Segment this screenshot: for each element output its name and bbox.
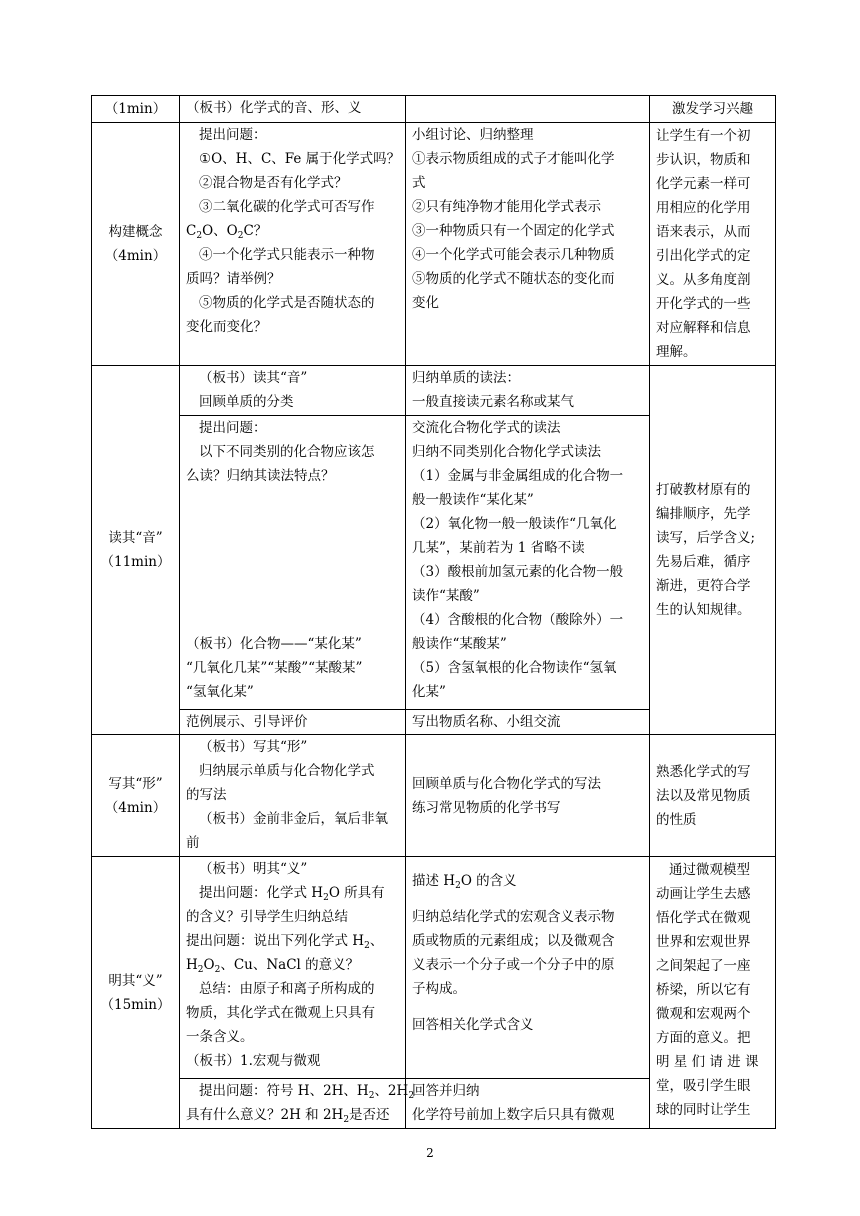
formula-text: 提出问题：化学式 H	[199, 885, 324, 901]
intent-line: 化学元素一样可	[656, 176, 751, 192]
spacer	[412, 857, 643, 869]
intent-line: 对应解释和信息	[656, 320, 751, 336]
formula-subscript: 2	[343, 1115, 350, 1125]
intent-line: 方面的意义。把	[656, 1030, 751, 1046]
teacher-line: ⑤物质的化学式是否随状态的	[199, 295, 375, 311]
student-line: 式	[412, 175, 426, 191]
teacher-line: “几氧化几某”“某酸”“某酸某”	[186, 660, 363, 676]
teacher-line: 质吗？请举例？	[186, 271, 281, 287]
teacher-line: 回顾单质的分类	[199, 394, 294, 410]
student-line: （3）酸根前加氢元素的化合物一般	[412, 564, 624, 580]
student-cell	[406, 1079, 650, 1129]
intent-line: 球的同时让学生	[656, 1102, 751, 1118]
formula-text: O 的含义	[460, 873, 517, 889]
formula-subscript: 2	[368, 1091, 375, 1101]
intent-line: 桥梁，所以它有	[656, 982, 751, 998]
teacher-cell	[180, 735, 406, 857]
teacher-cell	[180, 96, 406, 123]
formula-text: O	[203, 957, 215, 973]
teacher-line: 么读？归纳其读法特点？	[186, 468, 335, 484]
student-line: 般读作“某酸某”	[412, 636, 507, 652]
teacher-line	[186, 953, 399, 977]
student-line: 子构成。	[412, 981, 466, 997]
teacher-line: （板书）化合物——“某化某”	[186, 636, 362, 652]
page-number: 2	[426, 1146, 434, 1160]
teacher-line: 一条含义。	[186, 1029, 254, 1045]
teacher-line: （板书）金前非金后，氧后非氧	[199, 811, 388, 827]
table-row-write	[92, 735, 776, 857]
teacher-line: （板书）写其“形”	[199, 739, 308, 755]
student-line: 回顾单质与化合物化学式的写法	[412, 775, 601, 792]
formula-text: H	[186, 957, 198, 973]
teacher-line: 归纳展示单质与化合物化学式	[199, 763, 375, 779]
student-line: （4）含酸根的化合物（酸除外）一	[412, 612, 624, 628]
formula-subscript: 2	[214, 965, 221, 975]
teacher-line	[186, 1103, 399, 1127]
table-row-read-a	[92, 366, 776, 416]
lesson-plan-table	[91, 95, 776, 1129]
student-line: 归纳单质的读法：	[412, 370, 520, 386]
student-line: 练习常见物质的化学书写	[412, 799, 561, 816]
student-line: ②只有纯净物才能用化学式表示	[412, 199, 601, 215]
teacher-line: 的写法	[186, 787, 227, 803]
stage-time: （4min）	[104, 799, 167, 816]
table-row-meaning-a	[92, 857, 776, 1079]
intent-line: 编排顺序，先学	[656, 506, 751, 522]
intent-line: 开化学式的一些	[656, 296, 751, 312]
teacher-cell	[180, 416, 406, 710]
spacer	[412, 1001, 643, 1013]
student-line: 归纳不同类别化合物化学式读法	[412, 444, 601, 460]
intent-line: 先易后难，循序	[656, 554, 751, 570]
teacher-line	[186, 1079, 415, 1103]
teacher-line: ③二氧化碳的化学式可否写作	[199, 199, 375, 215]
intent-line: 堂，吸引学生眼	[656, 1078, 751, 1094]
spacer	[186, 488, 399, 632]
intent-line: 读写，后学含义;	[656, 530, 756, 546]
formula-text: O、O	[202, 223, 238, 239]
intent-line: 之间架起了一座	[656, 958, 751, 974]
intent-line: 通过微观模型	[669, 862, 750, 878]
student-cell	[406, 857, 650, 1079]
intent-line: 法以及常见物质	[656, 787, 751, 804]
student-line	[412, 869, 643, 893]
student-cell	[406, 416, 650, 710]
formula-text: C	[186, 223, 197, 239]
teacher-line: 以下不同类别的化合物应该怎	[199, 444, 375, 460]
teacher-line: 总结：由原子和离子所构成的	[199, 981, 375, 997]
formula-subscript: 2	[323, 893, 329, 903]
student-line: ①表示物质组成的式子才能叫化学	[412, 151, 615, 167]
intent-line: 让学生有一个初	[656, 128, 751, 144]
student-line: （5）含氢氧根的化合物读作“氢氧	[412, 660, 617, 676]
student-line: 归纳总结化学式的宏观含义表示物	[412, 909, 615, 925]
student-cell	[406, 710, 650, 735]
intent-cell	[650, 857, 776, 1129]
student-cell	[406, 123, 650, 366]
student-line: 变化	[412, 295, 439, 311]
intent-cell	[650, 366, 776, 735]
stage-time: （1min）	[104, 101, 167, 117]
stage-cell	[92, 735, 180, 857]
intent-line: 生的认知规律。	[656, 602, 751, 618]
intent-line: 引出化学式的定	[656, 248, 751, 264]
formula-subscript: 2	[364, 941, 370, 951]
student-line: 几某”，某前若为 1 省略不读	[412, 540, 585, 556]
student-cell	[406, 366, 650, 416]
student-line: ③一种物质只有一个固定的化学式	[412, 223, 615, 239]
teacher-line: 前	[186, 835, 200, 851]
student-cell	[406, 96, 650, 123]
teacher-line	[186, 881, 399, 905]
intent-cell	[650, 123, 776, 366]
student-line: 化某”	[412, 684, 446, 700]
table-row-intro	[92, 96, 776, 123]
intent-line: 语来表示，从而	[656, 224, 751, 240]
stage-name: 明其“义”	[108, 972, 163, 989]
student-line: 读作“某酸”	[412, 588, 480, 604]
student-line: 般一般读作“某化某”	[412, 492, 534, 508]
formula-text: 提出问题：说出下列化学式 H	[186, 933, 365, 949]
teacher-line: 范例展示、引导评价	[186, 714, 308, 730]
stage-time: （11min）	[100, 554, 171, 570]
formula-text: 、Cu、NaCl 的意义？	[220, 957, 360, 973]
formula-text: 、2H	[374, 1083, 409, 1099]
formula-text: O 所具有	[328, 885, 385, 901]
student-line: 回答并归纳	[412, 1083, 480, 1099]
student-line: 写出物质名称、小组交流	[412, 714, 561, 730]
intent-cell	[650, 735, 776, 857]
teacher-line: （板书）读其“音”	[199, 370, 308, 386]
intent-line: 理解。	[656, 344, 697, 360]
formula-text: 是否还	[349, 1107, 390, 1123]
intent-line: 悟化学式在微观	[656, 910, 751, 926]
teacher-line: （板书）1.宏观与微观	[186, 1053, 321, 1069]
teacher-line: 物质，其化学式在微观上只具有	[186, 1005, 375, 1021]
student-line: ⑤物质的化学式不随状态的变化而	[412, 271, 615, 287]
student-line: 义表示一个分子或一个分子中的原	[412, 957, 615, 973]
intent-line: 明 星 们 请 进 课	[656, 1054, 759, 1070]
formula-subscript: 2	[196, 231, 203, 241]
teacher-line: ②混合物是否有化学式？	[199, 175, 348, 191]
stage-name: 写其“形”	[108, 775, 163, 792]
teacher-line: （板书）明其“义”	[199, 861, 308, 877]
stage-cell	[92, 96, 180, 123]
intent-cell	[650, 96, 776, 123]
intent-line: 世界和宏观世界	[656, 934, 751, 950]
teacher-activity: （板书）化学式的音、形、义	[186, 100, 362, 116]
intent-line: 义。从多角度剖	[656, 272, 751, 288]
teacher-line	[186, 219, 399, 243]
student-line: 质或物质的元素组成；以及微观含	[412, 933, 615, 949]
formula-text: 具有什么意义？2H 和 2H	[186, 1107, 344, 1123]
formula-subscript: 2	[237, 231, 244, 241]
teacher-cell	[180, 366, 406, 416]
student-line: 回答相关化学式含义	[412, 1017, 534, 1033]
teacher-line: 提出问题：	[199, 127, 267, 143]
formula-text: C？	[243, 223, 268, 239]
stage-name: 构建概念	[108, 224, 163, 240]
stage-name: 读其“音”	[108, 530, 163, 546]
teacher-line: 的含义？引导学生归纳总结	[186, 909, 348, 925]
intent-line: 熟悉化学式的写	[656, 763, 751, 780]
teacher-line: ①O、H、C、Fe 属于化学式吗？	[199, 151, 401, 167]
student-cell	[406, 735, 650, 857]
student-line: 交流化合物化学式的读法	[412, 420, 561, 436]
student-line: 化学符号前加上数字后只具有微观	[412, 1107, 615, 1123]
formula-subscript: 2	[408, 1091, 415, 1101]
teacher-line: 变化而变化？	[186, 319, 267, 335]
formula-text: 描述 H	[412, 873, 456, 889]
teacher-line: ④一个化学式只能表示一种物	[199, 247, 375, 263]
teacher-line: 提出问题：	[199, 420, 267, 436]
stage-cell	[92, 366, 180, 735]
formula-text: 提出问题：符号 H、2H、H	[199, 1083, 369, 1099]
student-line: ④一个化学式可能会表示几种物质	[412, 247, 615, 263]
stage-cell	[92, 857, 180, 1129]
formula-subscript: 2	[197, 965, 204, 975]
formula-subscript: 2	[455, 881, 461, 891]
intent-line: 渐进，更符合学	[656, 578, 751, 594]
intent-line: 动画让学生去感	[656, 886, 751, 902]
student-line: （1）金属与非金属组成的化合物一	[412, 468, 624, 484]
teacher-cell	[180, 1079, 415, 1129]
stage-time: （15min）	[100, 996, 171, 1013]
teacher-line: “氢氧化某”	[186, 684, 254, 700]
table-row-concept	[92, 123, 776, 366]
teacher-cell	[180, 857, 406, 1079]
student-line: （2）氧化物一般一般读作“几氧化	[412, 516, 617, 532]
stage-cell	[92, 123, 180, 366]
intent-line: 步认识，物质和	[656, 152, 751, 168]
design-intent: 激发学习兴趣	[672, 101, 753, 117]
teacher-line	[186, 929, 399, 953]
formula-text: 、	[369, 933, 384, 949]
stage-time: （4min）	[104, 248, 167, 264]
student-line: 一般直接读元素名称或某气	[412, 394, 574, 410]
teacher-cell	[180, 123, 406, 366]
teacher-cell	[180, 710, 406, 735]
intent-line: 的性质	[656, 811, 697, 828]
intent-line: 微观和宏观两个	[656, 1006, 751, 1022]
intent-line: 打破教材原有的	[656, 482, 751, 498]
intent-line: 用相应的化学用	[656, 200, 751, 216]
spacer	[412, 893, 643, 905]
student-line: 小组讨论、归纳整理	[412, 127, 534, 143]
